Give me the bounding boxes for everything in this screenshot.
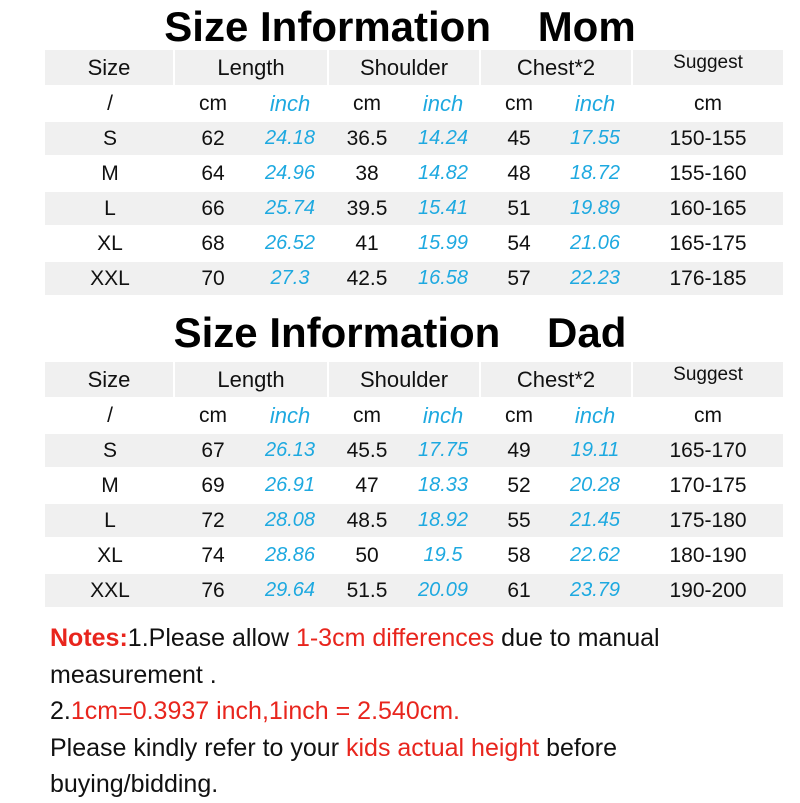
shoulder-inch-cell: 18.33: [417, 474, 469, 496]
suggest-cell: 165-170: [633, 434, 783, 467]
shoulder-inch-cell: 14.82: [417, 162, 469, 184]
unit-cell: cm: [353, 403, 382, 427]
unit-cell: inch: [574, 90, 616, 116]
size-cell: XXL: [45, 574, 175, 607]
shoulder-cm-cell: 50: [355, 543, 379, 567]
length-inch-cell: 26.52: [264, 232, 316, 254]
header-chest: Chest*2: [481, 362, 633, 397]
size-cell: S: [45, 122, 175, 155]
shoulder-inch-cell: 15.99: [417, 232, 469, 254]
length-inch-cell: 28.86: [264, 544, 316, 566]
chest-inch-cell: 18.72: [570, 162, 621, 184]
shoulder-cm-cell: 38: [355, 161, 379, 185]
dad-size-table: [45, 360, 783, 609]
length-cm-cell: 67: [175, 434, 251, 467]
mom-unit-row: [45, 87, 783, 120]
chest-inch-cell: 19.11: [557, 434, 633, 467]
suggest-cell: 165-175: [669, 231, 747, 255]
shoulder-inch-cell: 18.92: [405, 504, 481, 537]
suggest-cell: 180-190: [669, 543, 747, 567]
unit-cell: inch: [422, 402, 464, 428]
chest-cm-cell: 58: [507, 543, 531, 567]
length-cm-cell: 70: [175, 262, 251, 295]
unit-cell: /: [107, 403, 113, 427]
header-shoulder: Shoulder: [329, 362, 481, 397]
header-size: Size: [45, 50, 175, 85]
suggest-cell: 150-155: [633, 122, 783, 155]
header-shoulder: Shoulder: [329, 50, 481, 85]
notes-text: before: [539, 733, 618, 762]
unit-cell: cm: [199, 91, 227, 115]
table-row: [45, 122, 783, 155]
length-inch-cell: 25.74: [251, 192, 329, 225]
notes-line-2: measurement .: [50, 660, 217, 689]
unit-cell: cm: [694, 403, 723, 427]
chest-cm-cell: 48: [507, 161, 531, 185]
chest-cm-cell: 61: [481, 574, 557, 607]
chest-inch-cell: 23.79: [557, 574, 633, 607]
shoulder-cm-cell: 39.5: [329, 192, 405, 225]
shoulder-cm-cell: 45.5: [329, 434, 405, 467]
notes-label: Notes:: [50, 624, 128, 652]
notes-line-4: [50, 730, 790, 767]
length-cm-cell: 69: [201, 473, 225, 497]
shoulder-inch-cell: 15.41: [405, 192, 481, 225]
chest-cm-cell: 57: [481, 262, 557, 295]
mom-title: [0, 2, 800, 52]
length-cm-cell: 72: [175, 504, 251, 537]
suggest-cell: 160-165: [633, 192, 783, 225]
suggest-cell: 190-200: [633, 574, 783, 607]
shoulder-cm-cell: 41: [355, 231, 379, 255]
shoulder-inch-cell: 14.24: [405, 122, 481, 155]
mom-title-who: Mom: [537, 3, 636, 50]
unit-cell: inch: [269, 90, 311, 116]
length-cm-cell: 68: [201, 231, 225, 255]
dad-title-text: Size Information: [173, 309, 501, 356]
notes-highlight: 1-3cm differences: [295, 624, 495, 652]
size-cell: XL: [97, 231, 123, 255]
notes-line-3: [50, 693, 790, 730]
shoulder-inch-cell: 16.58: [405, 262, 481, 295]
notes-highlight: 1cm=0.3937 inch,1inch = 2.540cm.: [70, 697, 460, 725]
unit-cell: inch: [574, 402, 616, 428]
unit-cell: /: [107, 91, 113, 115]
notes-text: due to manual: [494, 624, 660, 652]
header-suggest: Suggest: [633, 50, 783, 85]
size-cell: M: [101, 473, 119, 497]
notes-line-1: [50, 620, 790, 657]
length-inch-cell: 26.91: [264, 474, 316, 496]
size-cell: L: [45, 192, 175, 225]
size-cell: L: [45, 504, 175, 537]
length-inch-cell: 24.18: [251, 122, 329, 155]
unit-cell: cm: [505, 403, 534, 427]
chest-cm-cell: 45: [481, 122, 557, 155]
chest-cm-cell: 52: [507, 473, 531, 497]
length-cm-cell: 74: [201, 543, 225, 567]
chest-cm-cell: 54: [507, 231, 531, 255]
unit-cell: inch: [269, 402, 311, 428]
unit-cell: cm: [505, 91, 534, 115]
shoulder-cm-cell: 47: [355, 473, 379, 497]
notes-text: 1.Please allow: [127, 624, 296, 652]
size-cell: S: [45, 434, 175, 467]
shoulder-cm-cell: 36.5: [329, 122, 405, 155]
unit-cell: cm: [353, 91, 382, 115]
suggest-cell: 170-175: [669, 473, 747, 497]
chest-inch-cell: 21.45: [557, 504, 633, 537]
shoulder-inch-cell: 20.09: [405, 574, 481, 607]
unit-cell: inch: [422, 90, 464, 116]
chest-inch-cell: 22.23: [557, 262, 633, 295]
table-row: [45, 192, 783, 225]
length-cm-cell: 66: [175, 192, 251, 225]
chest-cm-cell: 49: [481, 434, 557, 467]
chest-cm-cell: 51: [481, 192, 557, 225]
table-row: [45, 539, 783, 572]
chest-inch-cell: 22.62: [570, 544, 621, 566]
mom-title-text: Size Information: [164, 3, 491, 50]
chest-inch-cell: 19.89: [557, 192, 633, 225]
length-inch-cell: 29.64: [251, 574, 329, 607]
shoulder-cm-cell: 42.5: [329, 262, 405, 295]
dad-title-who: Dad: [547, 309, 627, 356]
length-cm-cell: 62: [175, 122, 251, 155]
shoulder-inch-cell: 17.75: [405, 434, 481, 467]
length-inch-cell: 27.3: [251, 262, 329, 295]
size-cell: M: [101, 161, 119, 185]
unit-cell: cm: [694, 91, 723, 115]
suggest-cell: 175-180: [633, 504, 783, 537]
header-chest: Chest*2: [481, 50, 633, 85]
shoulder-cm-cell: 51.5: [329, 574, 405, 607]
chest-inch-cell: 20.28: [570, 474, 621, 496]
table-row: [45, 262, 783, 295]
header-suggest: Suggest: [633, 362, 783, 397]
mom-size-table: [45, 48, 783, 297]
notes-text: Please kindly refer to your: [50, 733, 346, 762]
dad-title: [0, 308, 800, 358]
shoulder-inch-cell: 19.5: [423, 544, 463, 566]
chest-cm-cell: 55: [481, 504, 557, 537]
length-cm-cell: 64: [201, 161, 225, 185]
table-row: [45, 434, 783, 467]
unit-cell: cm: [199, 403, 227, 427]
length-inch-cell: 28.08: [251, 504, 329, 537]
chest-inch-cell: 17.55: [557, 122, 633, 155]
notes-block: [50, 620, 790, 803]
header-length: Length: [175, 50, 329, 85]
length-cm-cell: 76: [175, 574, 251, 607]
shoulder-cm-cell: 48.5: [329, 504, 405, 537]
header-size: Size: [45, 362, 175, 397]
length-inch-cell: 26.13: [251, 434, 329, 467]
length-inch-cell: 24.96: [264, 162, 316, 184]
size-cell: XL: [97, 543, 123, 567]
chest-inch-cell: 21.06: [570, 232, 621, 254]
mom-header-row: [45, 50, 783, 85]
table-row: [45, 574, 783, 607]
notes-text: 2.: [50, 697, 71, 725]
size-cell: XXL: [45, 262, 175, 295]
notes-line-5: buying/bidding.: [50, 770, 219, 798]
table-row: [45, 469, 783, 502]
notes-highlight: kids actual height: [345, 733, 540, 762]
table-row: [45, 157, 783, 190]
table-row: [45, 227, 783, 260]
dad-header-row: [45, 362, 783, 397]
suggest-cell: 176-185: [633, 262, 783, 295]
suggest-cell: 155-160: [669, 161, 747, 185]
header-length: Length: [175, 362, 329, 397]
dad-unit-row: [45, 399, 783, 432]
table-row: [45, 504, 783, 537]
